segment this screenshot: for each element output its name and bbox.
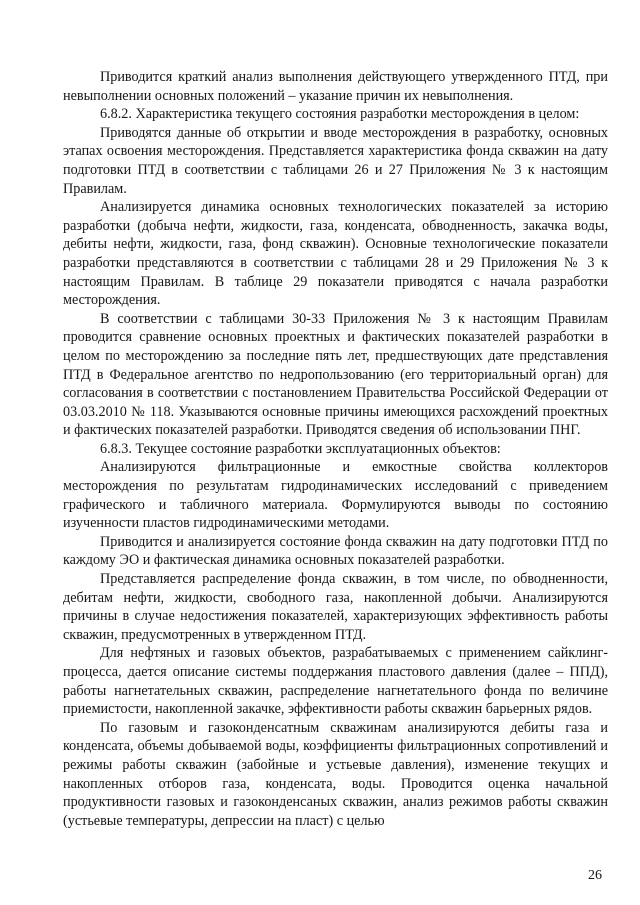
paragraph-ptd-analysis: Приводится краткий анализ выполнения действующего утвержденного ПТД, при невыполнении основных положений – указание причин их невыполнения. xyxy=(63,69,608,104)
section-heading-6-8-3: 6.8.3. Текущее состояние разработки эксплуатационных объектов: xyxy=(100,440,501,457)
paragraph-cycling: Для нефтяных и газовых объектов, разрабатываемых с применением сайклинг-процесса, дается описание системы поддержания пластового давления (далее – ППД), работы нагнетательных скважин, распределение нагнетательного фонда по величине приемистости, накопленной закачке, эффективности работы скважин барьерных рядов. xyxy=(63,645,608,718)
page-number: 26 xyxy=(588,868,602,883)
section-heading-6-8-2: 6.8.2. Характеристика текущего состояния разработки месторождения в целом: xyxy=(100,106,580,123)
paragraph-comparison: В соответствии с таблицами 30-33 Приложения № 3 к настоящим Правилам проводится сравнение основных проектных и фактических показателей разработки в целом по месторождению за последние пять лет, предшествующих дате представления ПТД в Федеральное агентство по недропользованию (его территориальный орган) для согласования в соответствии с постановлением Правительства Российской Федерации от 03.03.2010 № 118. Указываются основные причины имеющихся расхождений проектных и фактических показателей разработки. Приводятся сведения об использовании ПНГ. xyxy=(63,310,608,439)
paragraph-field-discovery: Приводятся данные об открытии и вводе месторождения в разработку, основных этапах освоения месторождения. Представляется характеристика фонда скважин на дату подготовки ПТД в соответствии с таблицами 26 и 27 Приложения № 3 к настоящим Правилам. xyxy=(63,124,608,197)
paragraph-dynamics: Анализируется динамика основных технологических показателей за историю разработки (добыча нефти, жидкости, газа, конденсата, обводненность, закачка воды, дебиты нефти, жидкости, газа, фонд скважин). Основные технологические показатели разработки представляются в соответствии с таблицами 28 и 29 Приложения № 3 к настоящим Правилам. В таблице 29 показатели приводятся с начала разработки месторождения. xyxy=(63,199,608,309)
paragraph-gas-wells: По газовым и газоконденсатным скважинам анализируются дебиты газа и конденсата, объемы добываемой воды, коэффициенты фильтрационных сопротивлений и режимы работы скважин (забойные и устьевые давления), изменение текущих и накопленных отборов газа, конденсата, воды. Проводится оценка начальной продуктивности газовых и газоконденсаных скважин, анализ режимов работы скважин (устьевые температуры, депрессии на пласт) с целью xyxy=(63,719,608,829)
page-body xyxy=(63,68,608,830)
paragraph-distribution: Представляется распределение фонда скважин, в том числе, по обводненности, дебитам нефти, жидкости, свободного газа, накопленной добычи. Анализируются причины в случае недостижения показателей, характеризующих эффективность работы скважин, предусмотренных в утвержденном ПТД. xyxy=(63,571,608,643)
paragraph-well-stock: Приводится и анализируется состояние фонда скважин на дату подготовки ПТД по каждому ЭО и фактическая динамика основных показателей разработки. xyxy=(63,533,608,569)
paragraph-reservoir-properties: Анализируются фильтрационные и емкостные свойства коллекторов месторождения по результатам гидродинамических исследований с приведением графического и табличного материала. Формулируются выводы по состоянию изученности пластов гидродинамическими методами. xyxy=(63,459,608,532)
